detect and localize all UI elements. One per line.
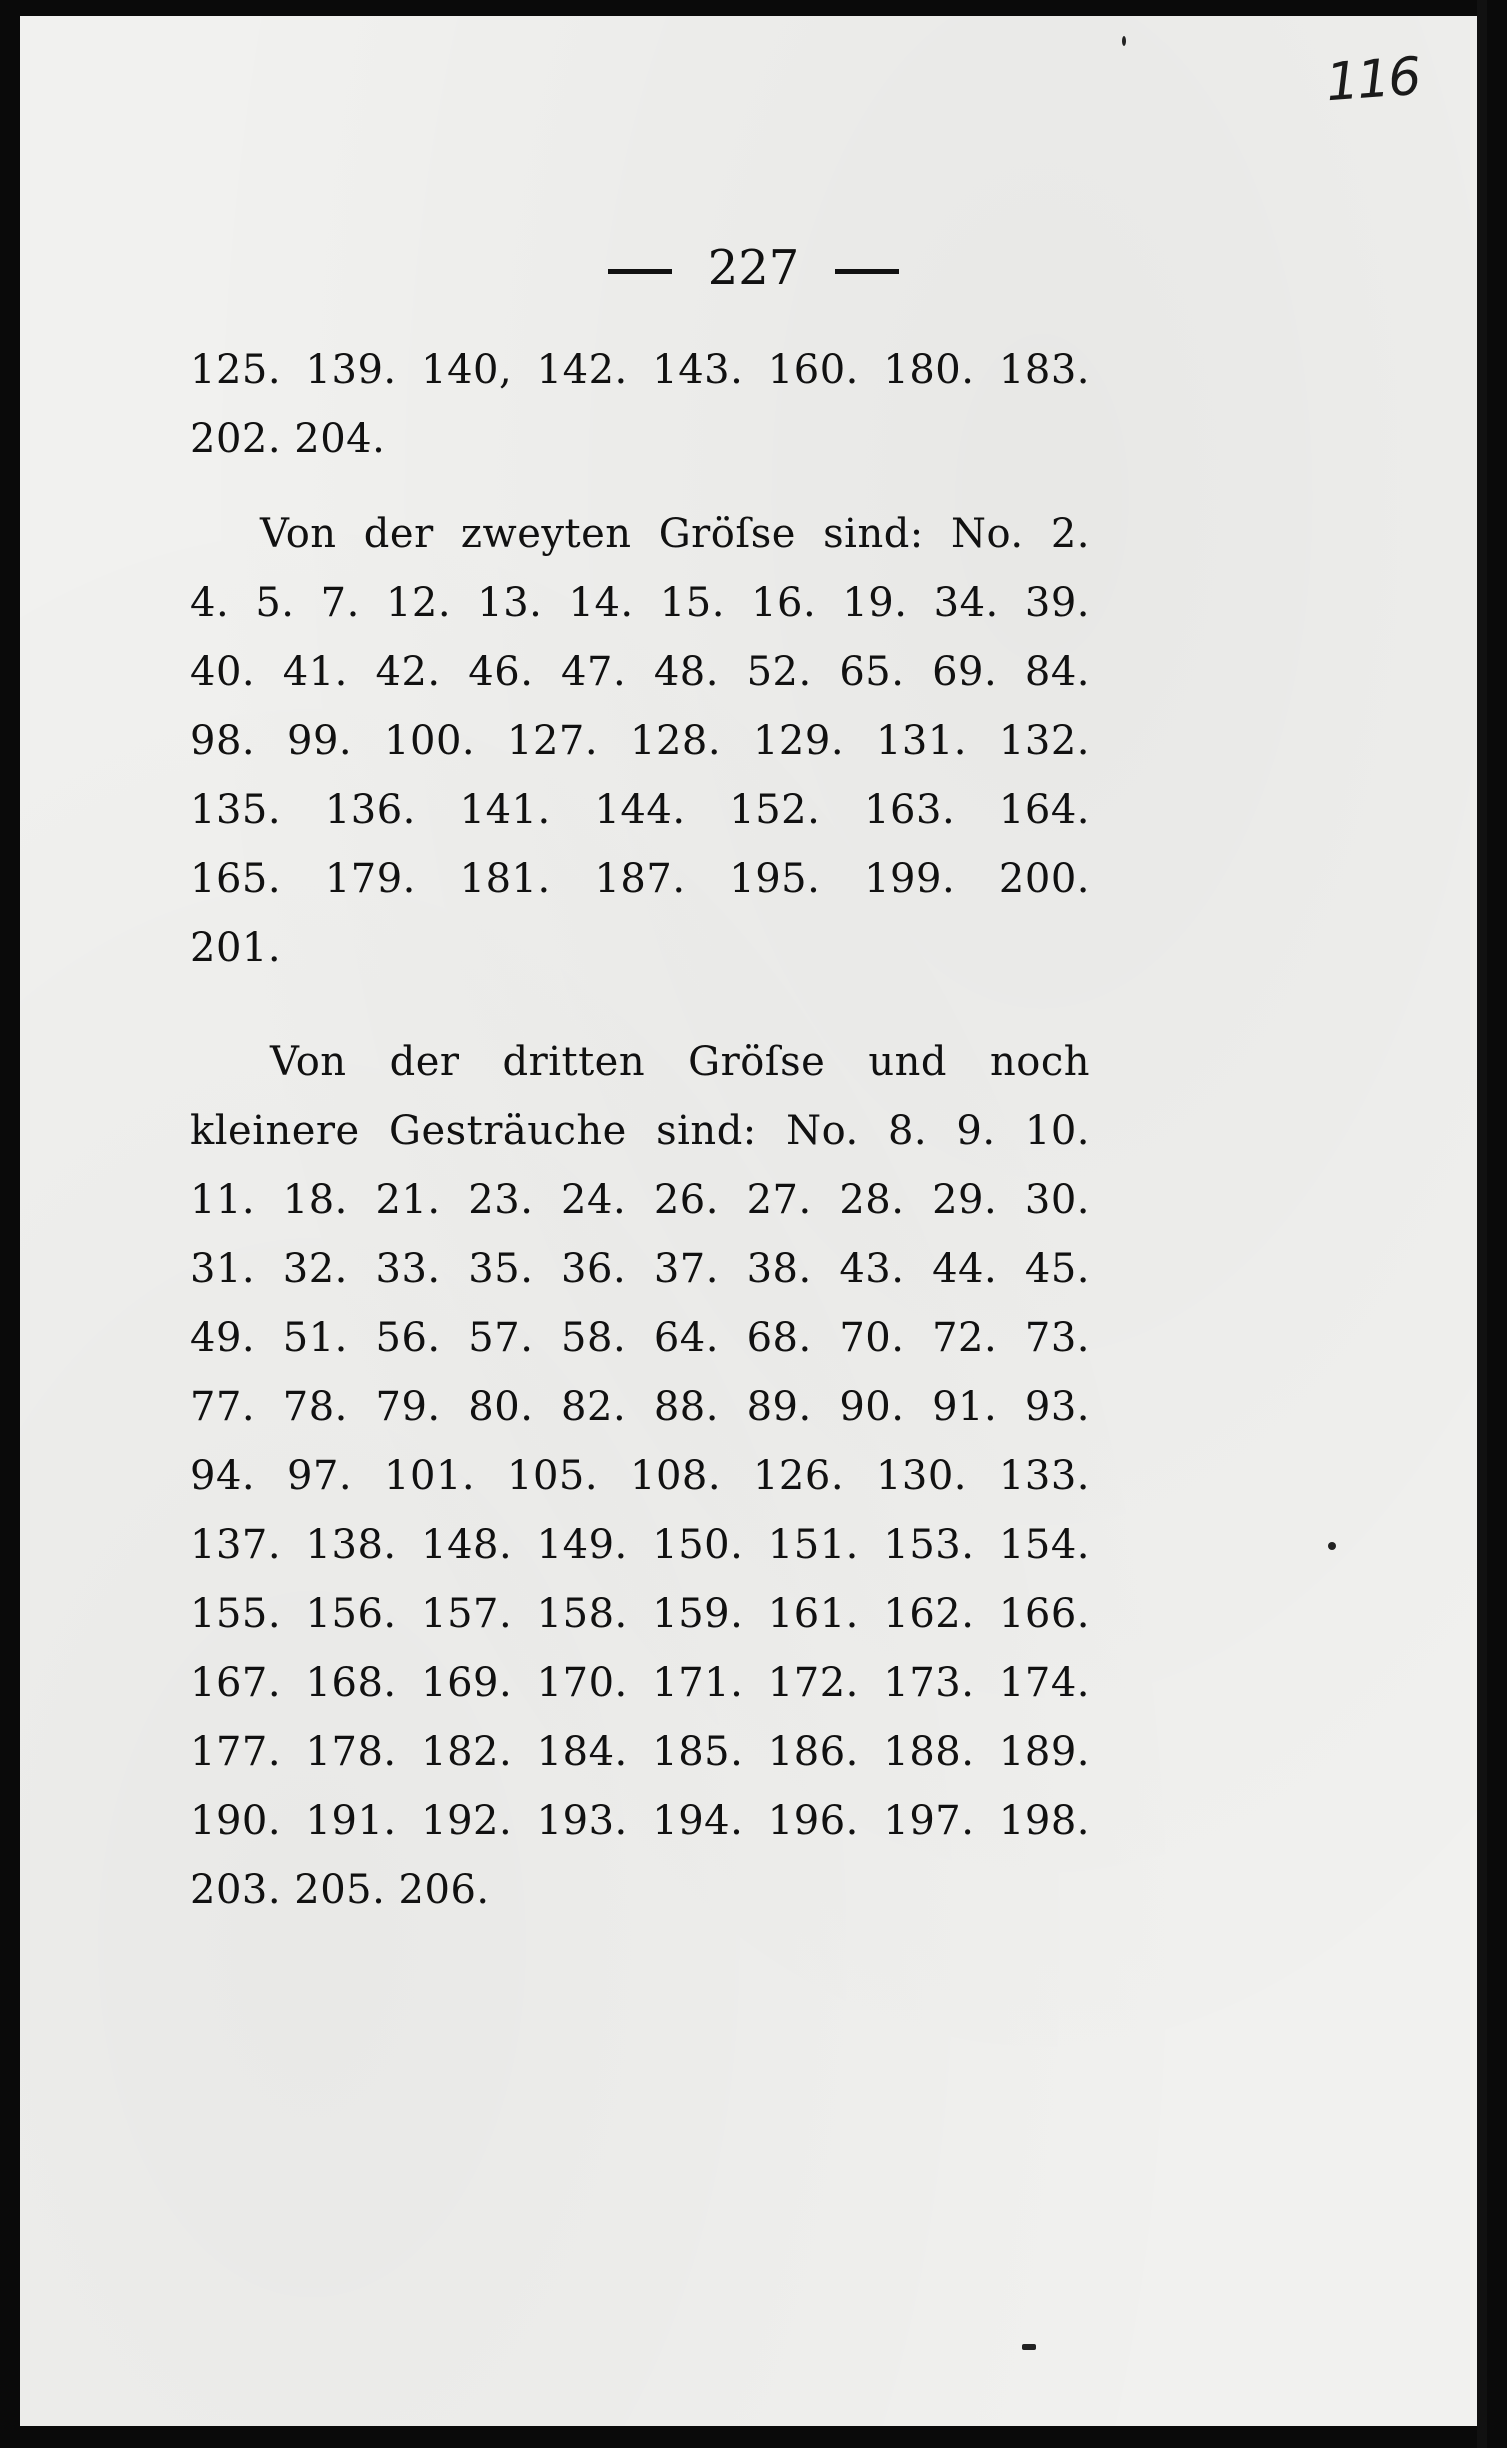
text-line: 11. 18. 21. 23. 24. 26. 27. 28. 29. 30.: [190, 1177, 1090, 1223]
text-line: 125. 139. 140, 142. 143. 160. 180. 183.: [190, 347, 1090, 393]
page-edge-shadow: [1477, 0, 1487, 2448]
text-line: 155. 156. 157. 158. 159. 161. 162. 166.: [190, 1591, 1090, 1637]
paragraph-heading-line: Von der zweyten Gröſse sind: No. 2.: [260, 511, 1090, 557]
text-line: 167. 168. 169. 170. 171. 172. 173. 174.: [190, 1660, 1090, 1706]
ink-speck: [1022, 2344, 1036, 2350]
text-line: 202. 204.: [190, 416, 386, 462]
text-line: 203. 205. 206.: [190, 1867, 490, 1913]
handwritten-archive-number: 116: [1324, 46, 1422, 114]
paragraph-heading-line: Von der dritten Gröſse und noch: [270, 1039, 1090, 1085]
ink-speck: [1328, 1542, 1336, 1550]
text-line: 165. 179. 181. 187. 195. 199. 200.: [190, 856, 1090, 902]
second-size-paragraph: [190, 500, 1090, 983]
text-line: 4. 5. 7. 12. 13. 14. 15. 16. 19. 34. 39.: [190, 580, 1090, 626]
text-line: 77. 78. 79. 80. 82. 88. 89. 90. 91. 93.: [190, 1384, 1090, 1430]
text-line: 49. 51. 56. 57. 58. 64. 68. 70. 72. 73.: [190, 1315, 1090, 1361]
header-dash-right: [835, 269, 899, 274]
ink-speck: [1122, 36, 1126, 46]
text-line: 40. 41. 42. 46. 47. 48. 52. 65. 69. 84.: [190, 649, 1090, 695]
text-line: 190. 191. 192. 193. 194. 196. 197. 198.: [190, 1798, 1090, 1844]
text-line: 98. 99. 100. 127. 128. 129. 131. 132.: [190, 718, 1090, 764]
continued-number-list: [190, 336, 1090, 474]
page-number: 227: [707, 240, 800, 296]
text-line: 94. 97. 101. 105. 108. 126. 130. 133.: [190, 1453, 1090, 1499]
text-line: 31. 32. 33. 35. 36. 37. 38. 43. 44. 45.: [190, 1246, 1090, 1292]
text-line: 137. 138. 148. 149. 150. 151. 153. 154.: [190, 1522, 1090, 1568]
text-line: 135. 136. 141. 144. 152. 163. 164.: [190, 787, 1090, 833]
third-size-paragraph: [190, 1028, 1090, 1925]
header-dash-left: [608, 269, 672, 274]
text-line: 177. 178. 182. 184. 185. 186. 188. 189.: [190, 1729, 1090, 1775]
page-header: [0, 240, 1507, 296]
text-line: 201.: [190, 925, 282, 971]
text-line: kleinere Gesträuche sind: No. 8. 9. 10.: [190, 1108, 1090, 1154]
